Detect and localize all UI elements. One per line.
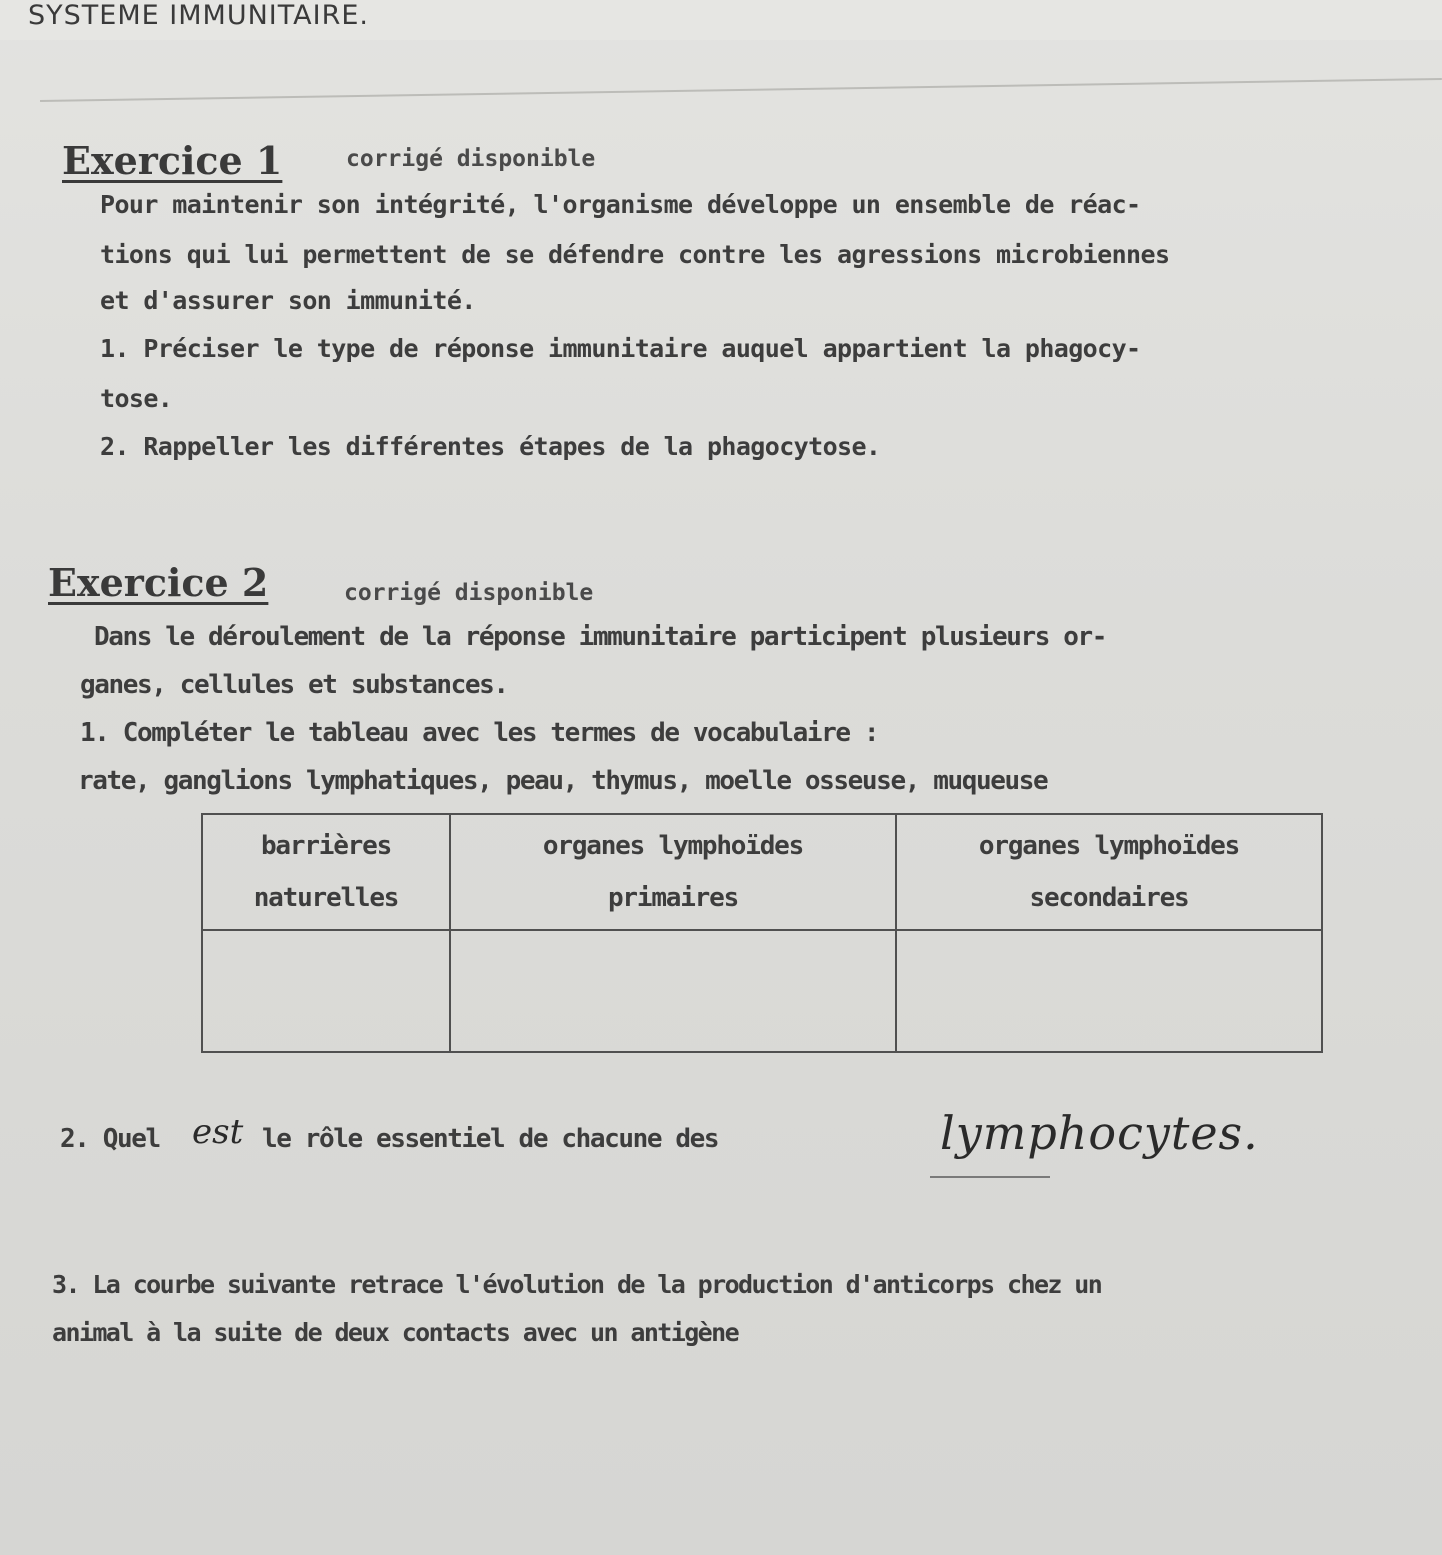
exercise-1-question-1: 1. Préciser le type de réponse immunitaire auquel appartient la phagocy- [100,334,1141,363]
table-header-cell [450,814,896,930]
vocabulary-list: rate, ganglions lymphatiques, peau, thymus, moelle osseuse, muqueuse [78,766,1048,796]
header-line: barrières [260,831,392,861]
exercise-1-line: tions qui lui permettent de se défendre contre les agressions microbiennes [100,240,1170,269]
page-title: SYSTEME IMMUNITAIRE. [28,0,369,31]
table-header-cell [896,814,1322,930]
header-line: organes lymphoïdes [978,831,1240,861]
exercise-2-title: Exercice 2 [48,560,269,605]
handwritten-word: est [192,1112,244,1152]
question-2-text: le rôle essentiel de chacune des [262,1124,719,1154]
question-3-line: animal à la suite de deux contacts avec un antigène [52,1318,739,1347]
header-line: primaires [607,883,739,913]
table-header-cell [202,814,450,930]
question-3-line: 3. La courbe suivante retrace l'évolution de la production d'anticorps chez un [52,1270,1102,1299]
question-2-number: 2. Quel [60,1124,160,1154]
answer-cell[interactable] [202,930,450,1052]
exercise-2-tag: corrigé disponible [344,580,594,606]
separator-line [40,78,1442,102]
header-line: secondaires [1029,883,1189,913]
exercise-1-tag: corrigé disponible [346,146,596,172]
exercise-2-line: Dans le déroulement de la réponse immunitaire participent plusieurs or- [94,622,1106,652]
header-line: naturelles [253,883,399,913]
exercise-1-line: tose. [100,384,173,413]
handwritten-answer: lymphocytes. [940,1106,1259,1160]
header-line: organes lymphoïdes [542,831,804,861]
answer-cell[interactable] [896,930,1322,1052]
vocabulary-table [201,813,1323,1053]
table-header-row [202,814,1322,930]
exercise-2-line: ganes, cellules et substances. [80,670,508,700]
exercise-1-question-2: 2. Rappeller les différentes étapes de la phagocytose. [100,432,881,461]
exercise-2-question-1: 1. Compléter le tableau avec les termes de vocabulaire : [80,718,879,748]
exercise-1-line: et d'assurer son immunité. [100,286,476,315]
answer-underline [930,1176,1050,1178]
exercise-1-title: Exercice 1 [62,138,283,183]
table-answer-row [202,930,1322,1052]
answer-cell[interactable] [450,930,896,1052]
exercise-1-line: Pour maintenir son intégrité, l'organisme développe un ensemble de réac- [100,190,1141,219]
